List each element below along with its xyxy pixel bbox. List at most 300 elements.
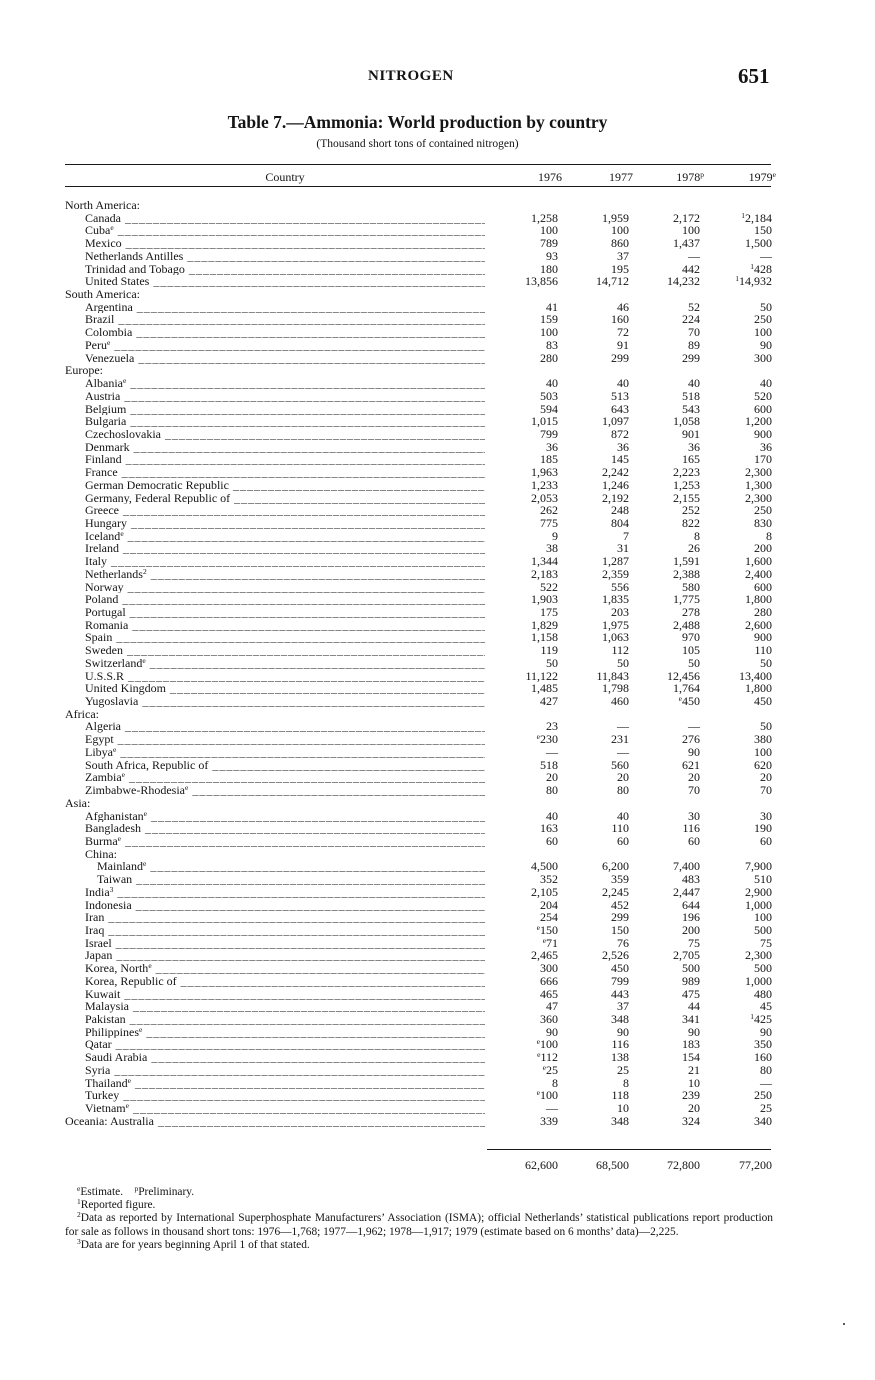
row-label: Belgium _____	[85, 403, 485, 416]
cell-value: 518	[540, 757, 558, 772]
cell-value: 25	[760, 1101, 772, 1116]
cell-value: 340	[754, 1113, 772, 1128]
row-label: Libya$^e$ _____	[85, 746, 485, 759]
cell-value: 6,200	[602, 859, 629, 874]
header-1977: 1977	[609, 170, 633, 184]
row-label: Brazil _____	[85, 313, 485, 326]
cell-value: 1,775	[673, 592, 700, 607]
cell-value: 204	[540, 897, 558, 912]
row-label: Korea, North$^e$ _____	[85, 962, 485, 975]
table-row	[0, 352, 875, 365]
row-label: Netherlands$^2$ _____	[85, 568, 485, 581]
cell-value: 75	[688, 935, 700, 950]
row-label: Mexico _____	[85, 237, 485, 250]
cell-value: 324	[682, 1113, 700, 1128]
cell-value: 804	[611, 515, 629, 530]
table-row	[0, 937, 875, 950]
running-head	[0, 64, 875, 92]
cell-value: 1,903	[531, 592, 558, 607]
cell-value: 1,764	[673, 681, 700, 696]
row-label: Peru$^e$ _____	[85, 339, 485, 352]
cell-value: 600	[754, 401, 772, 416]
cell-value: 1,437	[673, 236, 700, 251]
table-row	[0, 962, 875, 975]
cell-value: 600	[754, 579, 772, 594]
header-1978: 1978$^p$	[676, 170, 704, 184]
row-label: Africa:	[65, 707, 99, 721]
row-label: Syria _____	[85, 1064, 485, 1077]
cell-value: 20	[617, 770, 629, 785]
cell-value: 11,122	[525, 668, 558, 683]
cell-value: 52	[688, 299, 700, 314]
footnote-mark: e	[542, 935, 546, 945]
table-subtitle: (Thousand short tons of contained nitrogen)	[316, 138, 519, 150]
table-row	[0, 224, 875, 237]
table-row	[0, 377, 875, 390]
cell-value: 2,172	[673, 210, 700, 225]
row-label: United States _____	[85, 275, 485, 288]
cell-value: 90	[617, 1024, 629, 1039]
cell-value: 8	[694, 528, 700, 543]
total-1977: 68,500	[596, 1158, 629, 1172]
cell-value: 1,000	[745, 897, 772, 912]
header-1976: 1976	[538, 170, 562, 184]
row-label: Norway _____	[85, 581, 485, 594]
row-label: Iraq _____	[85, 924, 485, 937]
cell-value: 2,400	[745, 566, 772, 581]
cell-value: 8	[766, 528, 772, 543]
row-label: Thailand$^e$ _____	[85, 1077, 485, 1090]
row-label: Trinidad and Tobago _____	[85, 263, 485, 276]
footnote-mark: e	[143, 809, 147, 818]
footnote-mark: 1	[750, 261, 754, 271]
row-label: Kuwait _____	[85, 988, 485, 1001]
row-label: Poland _____	[85, 593, 485, 606]
footnote-mark: e	[542, 1062, 546, 1072]
row-label: Indonesia _____	[85, 899, 485, 912]
cell-value: 196	[682, 910, 700, 925]
row-label: Czechoslovakia _____	[85, 428, 485, 441]
table-row	[0, 504, 875, 517]
footnotes	[65, 1186, 773, 1252]
cell-value: 520	[754, 388, 772, 403]
row-label: Egypt _____	[85, 733, 485, 746]
cell-value: 25	[617, 1062, 629, 1077]
cell-value: 203	[611, 605, 629, 619]
cell-value: 380	[754, 732, 772, 747]
cell-value: 2,359	[602, 566, 629, 581]
cell-value: 2,053	[531, 490, 558, 505]
cell-value: 21	[688, 1062, 700, 1077]
cell-value: 47	[546, 999, 558, 1014]
table-row	[0, 1102, 875, 1115]
row-label: Burma$^e$ _____	[85, 835, 485, 848]
cell-value: —	[760, 1075, 772, 1090]
cell-value: 1,097	[602, 414, 629, 429]
cell-value: 116	[611, 1037, 629, 1052]
cell-value: 522	[540, 579, 558, 594]
table-row	[0, 364, 875, 377]
cell-value: 450	[754, 694, 772, 709]
cell-value: 339	[540, 1113, 558, 1128]
footnote-mark: 1	[741, 210, 745, 220]
table-row	[0, 797, 875, 810]
cell-value: 252	[682, 503, 700, 518]
table-header-row	[0, 170, 875, 184]
cell-value: $^1$425	[750, 1012, 772, 1026]
cell-value: 450	[611, 961, 629, 976]
table-row	[0, 848, 875, 861]
cell-value: 91	[617, 337, 629, 352]
table-row	[0, 619, 875, 632]
cell-value: $^e$112	[537, 1050, 558, 1065]
footnote-mark: e	[143, 860, 147, 869]
cell-value: 2,300	[745, 490, 772, 505]
cell-value: 90	[688, 744, 700, 759]
footnote-legend: $^e$Estimate. $^p$Preliminary.	[77, 1184, 195, 1198]
cell-value: $^e$150	[536, 922, 558, 937]
cell-value: 580	[682, 579, 700, 594]
cell-value: 500	[754, 922, 772, 937]
cell-value: 1,975	[602, 617, 629, 632]
cell-value: $^e$230	[536, 732, 558, 747]
cell-value: 190	[754, 821, 772, 836]
cell-value: 2,242	[602, 465, 629, 480]
row-label: South America:	[65, 288, 140, 301]
footnote-3: $^3$Data are for years beginning April 1 of that stated.	[77, 1236, 310, 1251]
cell-value: 970	[682, 630, 700, 645]
footnote-2: $^2$Data as reported by International Superphosphate Manufacturers’ Association (ISMA); official Netherlands’ statistical publications report production for sale as follows in thousand short tons: 1976—1,768; 1977—1,962; 1978—1,917; 1979 (estimate based on 6 months’ data)—2,225.	[65, 1210, 773, 1238]
cell-value: 200	[682, 922, 700, 937]
cell-value: 1,963	[531, 465, 558, 480]
cell-value: 643	[611, 401, 629, 416]
cell-value: 510	[754, 872, 772, 887]
cell-value: 93	[546, 248, 558, 263]
row-label: Cuba$^e$ _____	[85, 224, 485, 237]
cell-value: 644	[682, 897, 700, 912]
cell-value: 901	[682, 426, 700, 441]
table-row	[0, 339, 875, 352]
cell-value: 50	[760, 719, 772, 734]
cell-value: —	[617, 744, 629, 759]
cell-value: 475	[682, 986, 700, 1001]
footnote-mark: e	[110, 224, 114, 233]
footnote-mark: e	[536, 1088, 540, 1098]
table-row	[0, 1038, 875, 1051]
cell-value: 110	[754, 643, 772, 658]
table-row	[0, 1115, 875, 1128]
row-label: Venezuela _____	[85, 352, 485, 365]
table-row	[0, 924, 875, 937]
cell-value: 112	[611, 643, 629, 658]
cell-value: 348	[611, 1012, 629, 1026]
cell-value: 1,800	[745, 681, 772, 696]
cell-value: 465	[540, 986, 558, 1001]
cell-value: 36	[617, 439, 629, 454]
cell-value: 1,233	[531, 477, 558, 492]
table-row	[0, 250, 875, 263]
table-row	[0, 530, 875, 543]
row-label: Sweden _____	[85, 644, 485, 657]
cell-value: 89	[688, 337, 700, 352]
cell-value: 2,223	[673, 465, 700, 480]
cell-value: 100	[754, 744, 772, 759]
cell-value: 30	[760, 808, 772, 823]
cell-value: 830	[754, 515, 772, 530]
cell-value: 1,158	[531, 630, 558, 645]
table-row	[0, 466, 875, 479]
cell-value: 1,500	[745, 236, 772, 251]
cell-value: 44	[688, 999, 700, 1014]
row-label: Mainland$^e$ _____	[97, 860, 485, 873]
cell-value: 280	[540, 350, 558, 365]
table-row	[0, 988, 875, 1001]
cell-value: 50	[760, 299, 772, 314]
row-label: Argentina _____	[85, 301, 485, 314]
footnote-mark: 2	[142, 567, 147, 576]
table-top-rule	[65, 164, 771, 165]
row-label: Colombia _____	[85, 326, 485, 339]
cell-value: 2,105	[531, 884, 558, 899]
row-label: Saudi Arabia _____	[85, 1051, 485, 1064]
row-label: Turkey _____	[85, 1089, 485, 1102]
row-label: Oceania: Australia _____	[65, 1115, 485, 1128]
cell-value: 480	[754, 986, 772, 1001]
cell-value: 1,800	[745, 592, 772, 607]
cell-value: —	[546, 744, 558, 759]
cell-value: 23	[546, 719, 558, 734]
cell-value: 1,058	[673, 414, 700, 429]
cell-value: $^e$25	[542, 1062, 558, 1077]
cell-value: 1,591	[673, 554, 700, 569]
table-row	[0, 568, 875, 581]
cell-value: 13,400	[739, 668, 772, 683]
cell-value: 185	[540, 452, 558, 467]
cell-value: 36	[546, 439, 558, 454]
table-row	[0, 644, 875, 657]
row-label: China:	[85, 847, 117, 861]
cell-value: 1,015	[531, 414, 558, 429]
row-label: Italy _____	[85, 555, 485, 568]
table-row	[0, 911, 875, 924]
footnote-mark: e	[117, 834, 122, 843]
cell-value: 180	[540, 261, 558, 276]
cell-value: 100	[540, 325, 558, 340]
row-label: Bangladesh _____	[85, 822, 485, 835]
page-number: 651	[738, 64, 770, 88]
row-label: Germany, Federal Republic of _____	[85, 492, 485, 505]
table-row	[0, 453, 875, 466]
cell-value: 40	[546, 808, 558, 823]
footnote-mark: e	[139, 1025, 143, 1034]
table-row	[0, 873, 875, 886]
header-country: Country	[265, 170, 305, 184]
cell-value: 26	[688, 541, 700, 556]
cell-value: 14,712	[596, 274, 629, 289]
cell-value: 70	[688, 325, 700, 340]
cell-value: —	[617, 719, 629, 734]
cell-value: 83	[546, 337, 558, 352]
cell-value: 90	[546, 1024, 558, 1039]
cell-value: 46	[617, 299, 629, 314]
cell-value: 900	[754, 426, 772, 441]
cell-value: —	[760, 248, 772, 263]
cell-value: 37	[617, 999, 629, 1014]
cell-value: 37	[617, 248, 629, 263]
row-label: U.S.S.R _____	[85, 670, 485, 683]
row-label: India$^3$ _____	[85, 886, 485, 899]
cell-value: 594	[540, 401, 558, 416]
cell-value: 231	[611, 732, 629, 747]
row-label: Japan _____	[85, 949, 485, 962]
cell-value: —	[688, 719, 700, 734]
cell-value: 872	[611, 426, 629, 441]
cell-value: 40	[760, 376, 772, 391]
cell-value: 262	[540, 503, 558, 518]
footnote-mark: e	[121, 771, 125, 780]
cell-value: 276	[682, 732, 700, 747]
cell-value: 90	[760, 337, 772, 352]
row-label: German Democratic Republic _____	[85, 479, 485, 492]
cell-value: 38	[546, 541, 558, 556]
table-row	[0, 1013, 875, 1026]
cell-value: 60	[760, 833, 772, 848]
cell-value: 159	[540, 312, 558, 327]
cell-value: 100	[754, 910, 772, 925]
table-row	[0, 899, 875, 912]
table-row	[0, 555, 875, 568]
table-row	[0, 326, 875, 339]
table-row	[0, 415, 875, 428]
cell-value: 2,388	[673, 566, 700, 581]
cell-value: 299	[682, 350, 700, 365]
cell-value: 239	[682, 1088, 700, 1103]
table-row	[0, 682, 875, 695]
cell-value: 20	[546, 770, 558, 785]
footnote-mark: e	[148, 962, 152, 971]
cell-value: 165	[682, 452, 700, 467]
cell-value: 154	[682, 1050, 700, 1065]
cell-value: 50	[760, 655, 772, 670]
cell-value: 170	[754, 452, 772, 467]
cell-value: 300	[754, 350, 772, 365]
table-row	[0, 822, 875, 835]
total-1979: 77,200	[739, 1158, 772, 1172]
table-row	[0, 479, 875, 492]
cell-value: $^e$450	[678, 694, 700, 709]
header-1979-footnote-mark: e	[772, 170, 776, 179]
cell-value: 183	[682, 1037, 700, 1052]
cell-value: 250	[754, 312, 772, 327]
footnote-mark: e	[537, 1050, 541, 1060]
row-label: Spain _____	[85, 631, 485, 644]
cell-value: 2,183	[531, 566, 558, 581]
cell-value: $^e$100	[536, 1088, 558, 1103]
row-label: Albania$^e$ _____	[85, 377, 485, 390]
cell-value: 70	[760, 783, 772, 798]
footnote-mark: e	[127, 1076, 131, 1085]
row-label: Hungary _____	[85, 517, 485, 530]
row-label: United Kingdom _____	[85, 682, 485, 695]
row-label: Korea, Republic of _____	[85, 975, 485, 988]
table-row	[0, 288, 875, 301]
table-row	[0, 720, 875, 733]
header-1979: 1979e	[748, 170, 776, 184]
cell-value: 248	[611, 503, 629, 518]
cell-value: 2,300	[745, 465, 772, 480]
cell-value: 41	[546, 299, 558, 314]
cell-value: 1,000	[745, 973, 772, 988]
cell-value: 2,900	[745, 884, 772, 899]
footnote-mark: 3	[109, 885, 114, 894]
cell-value: 1,798	[602, 681, 629, 696]
cell-value: 1,959	[602, 210, 629, 225]
table-row	[0, 1000, 875, 1013]
cell-value: 8	[623, 1075, 629, 1090]
row-label: Ireland _____	[85, 542, 485, 555]
cell-value: 195	[611, 261, 629, 276]
table-row	[0, 237, 875, 250]
cell-value: 100	[540, 223, 558, 238]
cell-value: 799	[540, 426, 558, 441]
cell-value: 822	[682, 515, 700, 530]
cell-value: 350	[754, 1037, 772, 1052]
row-label: Algeria _____	[85, 720, 485, 733]
cell-value: 250	[754, 1088, 772, 1103]
table-row	[0, 403, 875, 416]
cell-value: 799	[611, 973, 629, 988]
cell-value: 175	[540, 605, 558, 619]
row-label: Austria _____	[85, 390, 485, 403]
table-row	[0, 428, 875, 441]
footnote-mark: e	[125, 1102, 129, 1111]
cell-value: 1,485	[531, 681, 558, 696]
row-label: Finland _____	[85, 453, 485, 466]
table-row	[0, 733, 875, 746]
table-row	[0, 631, 875, 644]
footnote-1: $^1$Reported figure.	[77, 1197, 156, 1212]
row-label: Denmark _____	[85, 441, 485, 454]
cell-value: 280	[754, 605, 772, 619]
cell-value: 2,192	[602, 490, 629, 505]
row-label: Iceland$^e$ _____	[85, 530, 485, 543]
header-1978-footnote-mark: p	[700, 170, 704, 179]
cell-value: 110	[611, 821, 629, 836]
cell-value: 10	[617, 1101, 629, 1116]
cell-value: 150	[754, 223, 772, 238]
cell-value: 4,500	[531, 859, 558, 874]
cell-value: 2,300	[745, 948, 772, 963]
cell-value: 543	[682, 401, 700, 416]
footnote-mark: e	[536, 922, 540, 932]
row-label: France _____	[85, 466, 485, 479]
cell-value: 100	[754, 325, 772, 340]
footnote-mark: e	[536, 1037, 540, 1047]
cell-value: 1,258	[531, 210, 558, 225]
cell-value: 2,447	[673, 884, 700, 899]
row-label: Portugal _____	[85, 606, 485, 619]
cell-value: 427	[540, 694, 558, 709]
cell-value: 13,856	[525, 274, 558, 289]
footnote-mark: e	[678, 694, 682, 704]
cell-value: 160	[754, 1050, 772, 1065]
footnote-mark: e	[536, 732, 540, 742]
cell-value: 50	[617, 655, 629, 670]
cell-value: 7,400	[673, 859, 700, 874]
cell-value: 60	[688, 833, 700, 848]
row-label: South Africa, Republic of _____	[85, 759, 485, 772]
cell-value: 560	[611, 757, 629, 772]
